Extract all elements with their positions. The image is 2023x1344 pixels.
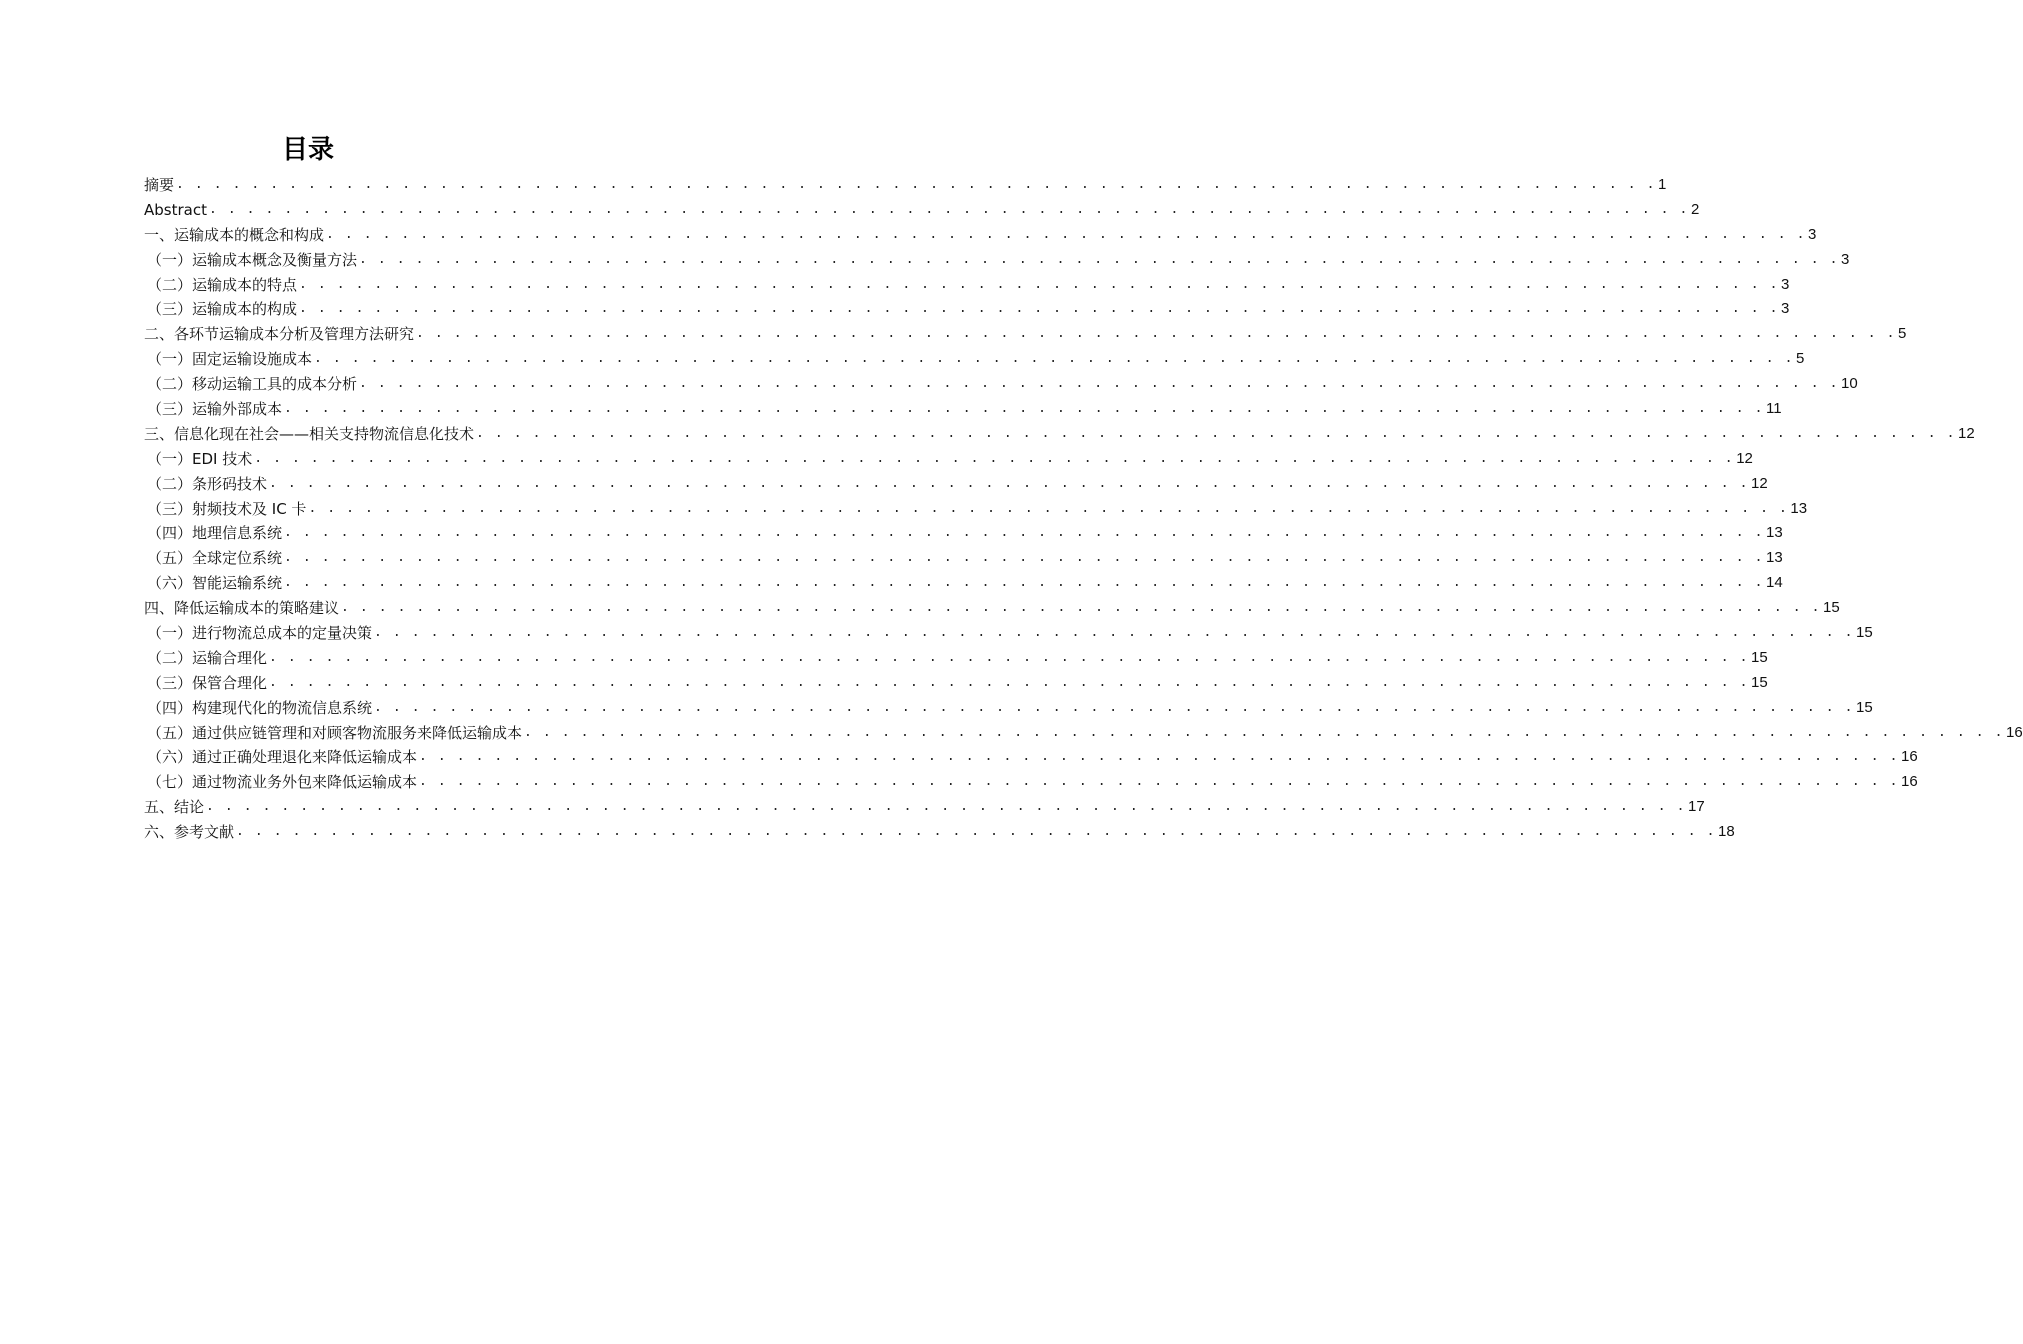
toc-entry-label: 一、运输成本的概念和构成 xyxy=(144,225,325,244)
toc-entry[interactable] xyxy=(144,745,1918,770)
toc-entry[interactable] xyxy=(144,347,1805,372)
toc-entry[interactable] xyxy=(144,322,1907,347)
toc-entry-label: （二）移动运输工具的成本分析 xyxy=(147,375,358,394)
toc-dot-leader: . . . . . . . . . . . . . . . . . . . . . . . . . . . . . . . . . . . . . . . . . . . . . . . . . . . . . . . . . . . . . . . . . . . . . . . . . . . . . . . xyxy=(374,625,1854,641)
toc-entry-page-number: 15 xyxy=(1751,673,1768,691)
toc-entry-page-number: 3 xyxy=(1841,250,1850,268)
toc-dot-leader: . . . . . . . . . . . . . . . . . . . . . . . . . . . . . . . . . . . . . . . . . . . . . . . . . . . . . . . . . . . . . . . . . . . . . . . . . . . . . . . xyxy=(314,351,1794,367)
toc-entry-label: （三）运输外部成本 xyxy=(147,400,283,418)
toc-dot-leader: . . . . . . . . . . . . . . . . . . . . . . . . . . . . . . . . . . . . . . . . . . . . . . . . . . . . . . . . . . . . . . . . . . . . . . . . . . . . . . . xyxy=(208,201,1689,217)
toc-entry-page-number: 11 xyxy=(1766,400,1782,417)
toc-dot-leader: . . . . . . . . . . . . . . . . . . . . . . . . . . . . . . . . . . . . . . . . . . . . . . . . . . . . . . . . . . . . . . . . . . . . . . . . . . . . . . . xyxy=(269,649,1749,665)
toc-entry[interactable] xyxy=(144,770,1918,795)
toc-entry-label: （六）智能运输系统 xyxy=(147,574,283,593)
toc-entry-label: （二）运输成本的特点 xyxy=(147,275,298,294)
toc-entry-page-number: 15 xyxy=(1856,698,1873,716)
toc-entry[interactable] xyxy=(144,795,1705,820)
toc-entry-page-number: 5 xyxy=(1796,350,1805,368)
toc-entry-page-number: 12 xyxy=(1958,424,1975,442)
toc-entry[interactable] xyxy=(144,646,1768,671)
toc-entry[interactable] xyxy=(144,397,1782,422)
toc-entry[interactable] xyxy=(144,248,1850,273)
toc-entry[interactable] xyxy=(144,447,1753,472)
toc-dot-leader: . . . . . . . . . . . . . . . . . . . . . . . . . . . . . . . . . . . . . . . . . . . . . . . . . . . . . . . . . . . . . . . . . . . . . . . . . . . . . . . xyxy=(284,550,1764,566)
toc-entry-page-number: 13 xyxy=(1766,524,1783,542)
toc-entry-page-number: 2 xyxy=(1690,200,1700,218)
toc-entry-page-number: 13 xyxy=(1766,549,1783,567)
toc-dot-leader: . . . . . . . . . . . . . . . . . . . . . . . . . . . . . . . . . . . . . . . . . . . . . . . . . . . . . . . . . . . . . . . . . . . . . . . . . . . . . . . xyxy=(284,575,1764,591)
toc-entry-label: （一）进行物流总成本的定量决策 xyxy=(147,624,373,643)
toc-entry-page-number: 17 xyxy=(1688,798,1705,816)
toc-entry-page-number: 3 xyxy=(1781,300,1790,318)
toc-dot-leader: . . . . . . . . . . . . . . . . . . . . . . . . . . . . . . . . . . . . . . . . . . . . . . . . . . . . . . . . . . . . . . . . . . . . . . . . . . . . . . . xyxy=(326,226,1806,242)
toc-dot-leader: . . . . . . . . . . . . . . . . . . . . . . . . . . . . . . . . . . . . . . . . . . . . . . . . . . . . . . . . . . . . . . . . . . . . . . . . . . . . . . . xyxy=(419,774,1899,790)
toc-entry-page-number: 15 xyxy=(1751,648,1768,666)
toc-entry[interactable] xyxy=(144,422,1975,447)
toc-entry-label: 六、参考文献 xyxy=(144,823,235,842)
toc-entry[interactable] xyxy=(144,472,1768,497)
toc-dot-leader: . . . . . . . . . . . . . . . . . . . . . . . . . . . . . . . . . . . . . . . . . . . . . . . . . . . . . . . . . . . . . . . . . . . . . . . . . . . . . . . xyxy=(269,674,1749,690)
toc-entry-label: （五）全球定位系统 xyxy=(147,549,283,568)
toc-entry[interactable] xyxy=(144,671,1768,696)
toc-entry-label: Abstract xyxy=(144,200,207,219)
toc-entry-page-number: 14 xyxy=(1766,574,1783,592)
toc-entry-label: （一）固定运输设施成本 xyxy=(147,350,313,369)
toc-entry[interactable] xyxy=(144,621,1873,646)
toc-entry-page-number: 16 xyxy=(1901,773,1918,791)
toc-dot-leader: . . . . . . . . . . . . . . . . . . . . . . . . . . . . . . . . . . . . . . . . . . . . . . . . . . . . . . . . . . . . . . . . . . . . . . . . . . . . . . . xyxy=(524,724,2004,740)
toc-entry[interactable] xyxy=(144,596,1840,621)
toc-dot-leader: . . . . . . . . . . . . . . . . . . . . . . . . . . . . . . . . . . . . . . . . . . . . . . . . . . . . . . . . . . . . . . . . . . . . . . . . . . . . . . . xyxy=(236,824,1716,840)
toc-entry-label: （五）通过供应链管理和对顾客物流服务来降低运输成本 xyxy=(147,723,523,742)
toc-dot-leader: . . . . . . . . . . . . . . . . . . . . . . . . . . . . . . . . . . . . . . . . . . . . . . . . . . . . . . . . . . . . . . . . . . . . . . . . . . . . . . . xyxy=(341,600,1821,616)
toc-entry[interactable] xyxy=(144,497,1808,522)
toc-entry-page-number: 15 xyxy=(1856,624,1873,642)
toc-entry[interactable] xyxy=(144,372,1858,397)
toc-entry-page-number: 16 xyxy=(2006,723,2023,741)
toc-dot-leader: . . . . . . . . . . . . . . . . . . . . . . . . . . . . . . . . . . . . . . . . . . . . . . . . . . . . . . . . . . . . . . . . . . . . . . . . . . . . . . . xyxy=(299,276,1779,292)
toc-entry-label: （一）EDI 技术 xyxy=(147,449,253,468)
toc-entry[interactable] xyxy=(144,198,1700,223)
toc-entry[interactable] xyxy=(144,546,1783,571)
toc-entry-page-number: 1 xyxy=(1658,175,1667,193)
toc-dot-leader: . . . . . . . . . . . . . . . . . . . . . . . . . . . . . . . . . . . . . . . . . . . . . . . . . . . . . . . . . . . . . . . . . . . . . . . . . . . . . . . xyxy=(416,326,1896,342)
toc-dot-leader: . . . . . . . . . . . . . . . . . . . . . . . . . . . . . . . . . . . . . . . . . . . . . . . . . . . . . . . . . . . . . . . . . . . . . . . . . . . . . . . xyxy=(419,749,1899,765)
toc-dot-leader: . . . . . . . . . . . . . . . . . . . . . . . . . . . . . . . . . . . . . . . . . . . . . . . . . . . . . . . . . . . . . . . . . . . . . . . . . . . . . . . xyxy=(269,475,1749,491)
toc-dot-leader: . . . . . . . . . . . . . . . . . . . . . . . . . . . . . . . . . . . . . . . . . . . . . . . . . . . . . . . . . . . . . . . . . . . . . . . . . . . . . . . xyxy=(476,425,1956,441)
toc-entry-label: （三）射频技术及 IC 卡 xyxy=(147,499,307,518)
toc-entry-page-number: 5 xyxy=(1898,325,1907,343)
toc-entry-label: （三）运输成本的构成 xyxy=(147,300,298,319)
toc-entry-page-number: 15 xyxy=(1823,599,1840,617)
toc-entry-label: （七）通过物流业务外包来降低运输成本 xyxy=(147,773,418,792)
toc-entry[interactable] xyxy=(144,820,1735,845)
toc-entry[interactable] xyxy=(144,521,1783,546)
toc-entry-label: 摘要 xyxy=(144,175,175,194)
toc-title: 目录 xyxy=(281,135,334,165)
toc-entry-page-number: 10 xyxy=(1841,375,1858,393)
toc-entry-label: 五、结论 xyxy=(144,798,205,817)
toc-entry-page-number: 12 xyxy=(1736,449,1753,467)
toc-entry-label: （二）运输合理化 xyxy=(147,648,268,667)
toc-entry-label: 二、各环节运输成本分析及管理方法研究 xyxy=(144,325,415,344)
toc-entry-label: （四）地理信息系统 xyxy=(147,524,283,543)
toc-dot-leader: . . . . . . . . . . . . . . . . . . . . . . . . . . . . . . . . . . . . . . . . . . . . . . . . . . . . . . . . . . . . . . . . . . . . . . . . . . . . . . . xyxy=(299,301,1779,317)
toc-entry[interactable] xyxy=(144,696,1873,721)
toc-entry[interactable] xyxy=(144,273,1790,298)
toc-entry-label: （四）构建现代化的物流信息系统 xyxy=(147,698,373,717)
toc-entry[interactable] xyxy=(144,173,1667,198)
toc-entry-page-number: 3 xyxy=(1808,225,1817,243)
toc-entry-label: （二）条形码技术 xyxy=(147,474,268,493)
toc-dot-leader: . . . . . . . . . . . . . . . . . . . . . . . . . . . . . . . . . . . . . . . . . . . . . . . . . . . . . . . . . . . . . . . . . . . . . . . . . . . . . . . xyxy=(284,525,1764,541)
toc-entry-label: （六）通过正确处理退化来降低运输成本 xyxy=(147,748,418,767)
toc-entry[interactable] xyxy=(144,297,1790,322)
toc-dot-leader: . . . . . . . . . . . . . . . . . . . . . . . . . . . . . . . . . . . . . . . . . . . . . . . . . . . . . . . . . . . . . . . . . . . . . . . . . . . . . . . xyxy=(359,376,1839,392)
toc-entry-page-number: 3 xyxy=(1781,275,1790,293)
toc-entry[interactable] xyxy=(144,571,1783,596)
toc-dot-leader: . . . . . . . . . . . . . . . . . . . . . . . . . . . . . . . . . . . . . . . . . . . . . . . . . . . . . . . . . . . . . . . . . . . . . . . . . . . . . . . xyxy=(176,176,1656,192)
toc-dot-leader: . . . . . . . . . . . . . . . . . . . . . . . . . . . . . . . . . . . . . . . . . . . . . . . . . . . . . . . . . . . . . . . . . . . . . . . . . . . . . . . xyxy=(308,500,1789,516)
toc-entry[interactable] xyxy=(144,223,1817,248)
toc-entry-label: 四、降低运输成本的策略建议 xyxy=(144,599,340,618)
toc-entry[interactable] xyxy=(144,721,2023,746)
toc-dot-leader: . . . . . . . . . . . . . . . . . . . . . . . . . . . . . . . . . . . . . . . . . . . . . . . . . . . . . . . . . . . . . . . . . . . . . . . . . . . . . . . xyxy=(359,251,1839,267)
toc-entry-label: 三、信息化现在社会——相关支持物流信息化技术 xyxy=(144,424,475,443)
toc-entry-page-number: 16 xyxy=(1901,748,1918,766)
toc-dot-leader: . . . . . . . . . . . . . . . . . . . . . . . . . . . . . . . . . . . . . . . . . . . . . . . . . . . . . . . . . . . . . . . . . . . . . . . . . . . . . . . xyxy=(254,450,1735,466)
toc-dot-leader: . . . . . . . . . . . . . . . . . . . . . . . . . . . . . . . . . . . . . . . . . . . . . . . . . . . . . . . . . . . . . . . . . . . . . . . . . . . . . . . xyxy=(206,799,1686,815)
toc-entry-page-number: 18 xyxy=(1718,823,1735,841)
toc-dot-leader: . . . . . . . . . . . . . . . . . . . . . . . . . . . . . . . . . . . . . . . . . . . . . . . . . . . . . . . . . . . . . . . . . . . . . . . . . . . . . . . xyxy=(284,401,1764,416)
toc-dot-leader: . . . . . . . . . . . . . . . . . . . . . . . . . . . . . . . . . . . . . . . . . . . . . . . . . . . . . . . . . . . . . . . . . . . . . . . . . . . . . . . xyxy=(374,699,1854,715)
toc-entry-label: （三）保管合理化 xyxy=(147,673,268,692)
toc-entry-page-number: 12 xyxy=(1751,474,1768,492)
toc-entry-label: （一）运输成本概念及衡量方法 xyxy=(147,250,358,269)
table-of-contents xyxy=(144,173,2023,845)
toc-entry-page-number: 13 xyxy=(1790,499,1808,517)
